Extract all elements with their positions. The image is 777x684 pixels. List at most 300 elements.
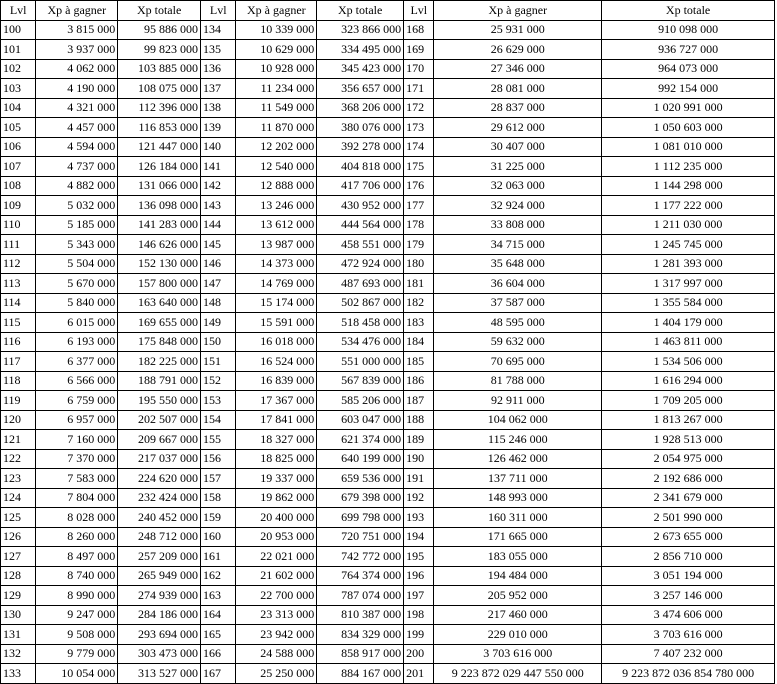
- cell-lvl: 187: [404, 391, 434, 411]
- cell-xp-to-gain: 11 234 000: [236, 79, 317, 99]
- cell-xp-total: 430 952 000: [317, 196, 404, 216]
- cell-xp-to-gain: 10 339 000: [236, 20, 317, 40]
- cell-lvl: 199: [404, 625, 434, 645]
- cell-xp-total: 169 655 000: [118, 313, 201, 333]
- cell-xp-to-gain: 29 612 000: [434, 118, 602, 138]
- cell-lvl: 146: [201, 254, 236, 274]
- cell-lvl: 114: [1, 293, 36, 313]
- cell-xp-to-gain: 5 032 000: [36, 196, 118, 216]
- cell-lvl: 195: [404, 547, 434, 567]
- header-lvl: Lvl: [404, 1, 434, 21]
- cell-xp-to-gain: 33 808 000: [434, 215, 602, 235]
- cell-xp-total: 2 673 655 000: [602, 527, 775, 547]
- cell-lvl: 104: [1, 98, 36, 118]
- cell-xp-total: 551 000 000: [317, 352, 404, 372]
- cell-xp-to-gain: 11 549 000: [236, 98, 317, 118]
- cell-lvl: 190: [404, 449, 434, 469]
- cell-lvl: 134: [201, 20, 236, 40]
- cell-xp-to-gain: 137 711 000: [434, 469, 602, 489]
- cell-xp-to-gain: 20 400 000: [236, 508, 317, 528]
- cell-xp-to-gain: 34 715 000: [434, 235, 602, 255]
- cell-xp-total: 2 856 710 000: [602, 547, 775, 567]
- cell-xp-to-gain: 5 670 000: [36, 274, 118, 294]
- cell-xp-to-gain: 11 870 000: [236, 118, 317, 138]
- cell-lvl: 130: [1, 605, 36, 625]
- cell-xp-to-gain: 12 540 000: [236, 157, 317, 177]
- table-body: [1, 20, 775, 683]
- cell-xp-total: 585 206 000: [317, 391, 404, 411]
- cell-xp-to-gain: 6 759 000: [36, 391, 118, 411]
- header-xp-to-gain: Xp à gagner: [36, 1, 118, 21]
- cell-lvl: 103: [1, 79, 36, 99]
- cell-xp-to-gain: 20 953 000: [236, 527, 317, 547]
- cell-xp-total: 274 939 000: [118, 586, 201, 606]
- cell-lvl: 167: [201, 664, 236, 684]
- cell-xp-to-gain: 17 367 000: [236, 391, 317, 411]
- cell-lvl: 127: [1, 547, 36, 567]
- cell-xp-total: 621 374 000: [317, 430, 404, 450]
- cell-lvl: 118: [1, 371, 36, 391]
- table-row: [1, 79, 775, 99]
- cell-xp-total: 392 278 000: [317, 137, 404, 157]
- cell-xp-to-gain: 48 595 000: [434, 313, 602, 333]
- cell-xp-to-gain: 6 566 000: [36, 371, 118, 391]
- cell-xp-total: 910 098 000: [602, 20, 775, 40]
- cell-xp-to-gain: 14 373 000: [236, 254, 317, 274]
- table-row: [1, 20, 775, 40]
- cell-xp-to-gain: 22 700 000: [236, 586, 317, 606]
- cell-xp-to-gain: 3 815 000: [36, 20, 118, 40]
- cell-xp-total: 567 839 000: [317, 371, 404, 391]
- cell-lvl: 136: [201, 59, 236, 79]
- cell-xp-total: 116 853 000: [118, 118, 201, 138]
- cell-lvl: 119: [1, 391, 36, 411]
- cell-xp-total: 404 818 000: [317, 157, 404, 177]
- cell-lvl: 176: [404, 176, 434, 196]
- cell-xp-total: 1 709 205 000: [602, 391, 775, 411]
- cell-xp-total: 240 452 000: [118, 508, 201, 528]
- cell-xp-total: 7 407 232 000: [602, 644, 775, 664]
- header-row: [1, 1, 775, 21]
- cell-xp-to-gain: 10 629 000: [236, 40, 317, 60]
- cell-xp-total: 126 184 000: [118, 157, 201, 177]
- cell-lvl: 108: [1, 176, 36, 196]
- cell-xp-total: 1 144 298 000: [602, 176, 775, 196]
- table-row: [1, 352, 775, 372]
- cell-lvl: 184: [404, 332, 434, 352]
- table-row: [1, 664, 775, 684]
- cell-lvl: 148: [201, 293, 236, 313]
- cell-xp-total: 787 074 000: [317, 586, 404, 606]
- cell-xp-total: 182 225 000: [118, 352, 201, 372]
- cell-lvl: 138: [201, 98, 236, 118]
- cell-xp-total: 303 473 000: [118, 644, 201, 664]
- cell-xp-total: 313 527 000: [118, 664, 201, 684]
- cell-xp-to-gain: 92 911 000: [434, 391, 602, 411]
- cell-xp-to-gain: 8 740 000: [36, 566, 118, 586]
- cell-xp-to-gain: 5 185 000: [36, 215, 118, 235]
- cell-xp-to-gain: 26 629 000: [434, 40, 602, 60]
- table-row: [1, 332, 775, 352]
- header-lvl: Lvl: [201, 1, 236, 21]
- cell-lvl: 152: [201, 371, 236, 391]
- cell-xp-total: 248 712 000: [118, 527, 201, 547]
- cell-xp-total: 1 112 235 000: [602, 157, 775, 177]
- cell-lvl: 155: [201, 430, 236, 450]
- cell-lvl: 137: [201, 79, 236, 99]
- cell-xp-total: 1 355 584 000: [602, 293, 775, 313]
- cell-xp-to-gain: 28 081 000: [434, 79, 602, 99]
- cell-lvl: 158: [201, 488, 236, 508]
- cell-xp-total: 1 534 506 000: [602, 352, 775, 372]
- cell-xp-total: 232 424 000: [118, 488, 201, 508]
- cell-xp-to-gain: 5 504 000: [36, 254, 118, 274]
- cell-xp-total: 534 476 000: [317, 332, 404, 352]
- table-row: [1, 430, 775, 450]
- cell-xp-to-gain: 16 524 000: [236, 352, 317, 372]
- cell-lvl: 153: [201, 391, 236, 411]
- cell-xp-total: 742 772 000: [317, 547, 404, 567]
- cell-xp-total: 131 066 000: [118, 176, 201, 196]
- cell-lvl: 123: [1, 469, 36, 489]
- cell-xp-total: 257 209 000: [118, 547, 201, 567]
- cell-xp-total: 659 536 000: [317, 469, 404, 489]
- cell-xp-total: 603 047 000: [317, 410, 404, 430]
- header-xp-total: Xp totale: [118, 1, 201, 21]
- cell-lvl: 112: [1, 254, 36, 274]
- cell-xp-total: 2 501 990 000: [602, 508, 775, 528]
- cell-lvl: 131: [1, 625, 36, 645]
- cell-xp-total: 163 640 000: [118, 293, 201, 313]
- cell-xp-to-gain: 4 062 000: [36, 59, 118, 79]
- cell-xp-total: 1 616 294 000: [602, 371, 775, 391]
- cell-xp-total: 1 404 179 000: [602, 313, 775, 333]
- cell-xp-to-gain: 13 612 000: [236, 215, 317, 235]
- cell-xp-to-gain: 126 462 000: [434, 449, 602, 469]
- cell-lvl: 160: [201, 527, 236, 547]
- cell-lvl: 101: [1, 40, 36, 60]
- cell-xp-to-gain: 9 223 872 029 447 550 000: [434, 664, 602, 684]
- cell-xp-total: 3 474 606 000: [602, 605, 775, 625]
- cell-xp-to-gain: 4 457 000: [36, 118, 118, 138]
- cell-lvl: 102: [1, 59, 36, 79]
- cell-xp-total: 157 800 000: [118, 274, 201, 294]
- cell-xp-to-gain: 36 604 000: [434, 274, 602, 294]
- table-row: [1, 40, 775, 60]
- cell-xp-total: 1 050 603 000: [602, 118, 775, 138]
- cell-xp-to-gain: 3 703 616 000: [434, 644, 602, 664]
- cell-xp-to-gain: 23 942 000: [236, 625, 317, 645]
- table-row: [1, 644, 775, 664]
- cell-xp-to-gain: 14 769 000: [236, 274, 317, 294]
- cell-xp-to-gain: 19 337 000: [236, 469, 317, 489]
- table-row: [1, 410, 775, 430]
- cell-lvl: 126: [1, 527, 36, 547]
- cell-xp-to-gain: 183 055 000: [434, 547, 602, 567]
- cell-lvl: 189: [404, 430, 434, 450]
- cell-xp-to-gain: 171 665 000: [434, 527, 602, 547]
- cell-xp-total: 417 706 000: [317, 176, 404, 196]
- cell-xp-total: 284 186 000: [118, 605, 201, 625]
- cell-lvl: 193: [404, 508, 434, 528]
- cell-lvl: 168: [404, 20, 434, 40]
- cell-lvl: 180: [404, 254, 434, 274]
- cell-xp-total: 136 098 000: [118, 196, 201, 216]
- cell-xp-to-gain: 17 841 000: [236, 410, 317, 430]
- table-row: [1, 274, 775, 294]
- cell-xp-total: 1 177 222 000: [602, 196, 775, 216]
- cell-xp-to-gain: 8 260 000: [36, 527, 118, 547]
- cell-xp-total: 334 495 000: [317, 40, 404, 60]
- cell-xp-to-gain: 5 343 000: [36, 235, 118, 255]
- cell-xp-to-gain: 7 370 000: [36, 449, 118, 469]
- cell-lvl: 163: [201, 586, 236, 606]
- header-lvl: Lvl: [1, 1, 36, 21]
- cell-lvl: 142: [201, 176, 236, 196]
- cell-xp-to-gain: 70 695 000: [434, 352, 602, 372]
- cell-xp-to-gain: 8 990 000: [36, 586, 118, 606]
- cell-xp-total: 964 073 000: [602, 59, 775, 79]
- cell-xp-to-gain: 229 010 000: [434, 625, 602, 645]
- cell-xp-to-gain: 13 987 000: [236, 235, 317, 255]
- cell-xp-total: 356 657 000: [317, 79, 404, 99]
- cell-lvl: 170: [404, 59, 434, 79]
- cell-xp-total: 764 374 000: [317, 566, 404, 586]
- header-xp-total: Xp totale: [602, 1, 775, 21]
- cell-lvl: 196: [404, 566, 434, 586]
- cell-lvl: 201: [404, 664, 434, 684]
- cell-xp-total: 679 398 000: [317, 488, 404, 508]
- table-row: [1, 371, 775, 391]
- cell-lvl: 161: [201, 547, 236, 567]
- cell-lvl: 122: [1, 449, 36, 469]
- cell-lvl: 113: [1, 274, 36, 294]
- cell-lvl: 186: [404, 371, 434, 391]
- cell-xp-to-gain: 6 957 000: [36, 410, 118, 430]
- cell-xp-total: 458 551 000: [317, 235, 404, 255]
- cell-xp-to-gain: 24 588 000: [236, 644, 317, 664]
- cell-lvl: 197: [404, 586, 434, 606]
- table-row: [1, 235, 775, 255]
- cell-lvl: 105: [1, 118, 36, 138]
- cell-xp-to-gain: 148 993 000: [434, 488, 602, 508]
- cell-xp-total: 1 211 030 000: [602, 215, 775, 235]
- cell-xp-total: 1 020 991 000: [602, 98, 775, 118]
- cell-lvl: 177: [404, 196, 434, 216]
- cell-xp-total: 368 206 000: [317, 98, 404, 118]
- cell-xp-total: 502 867 000: [317, 293, 404, 313]
- cell-xp-to-gain: 30 407 000: [434, 137, 602, 157]
- cell-xp-to-gain: 81 788 000: [434, 371, 602, 391]
- table-row: [1, 625, 775, 645]
- table-row: [1, 313, 775, 333]
- cell-xp-total: 884 167 000: [317, 664, 404, 684]
- table-row: [1, 508, 775, 528]
- cell-xp-total: 1 813 267 000: [602, 410, 775, 430]
- cell-xp-to-gain: 13 246 000: [236, 196, 317, 216]
- cell-lvl: 141: [201, 157, 236, 177]
- cell-xp-to-gain: 9 247 000: [36, 605, 118, 625]
- cell-xp-total: 265 949 000: [118, 566, 201, 586]
- table-row: [1, 137, 775, 157]
- cell-lvl: 117: [1, 352, 36, 372]
- cell-lvl: 143: [201, 196, 236, 216]
- cell-lvl: 174: [404, 137, 434, 157]
- cell-xp-total: 1 281 393 000: [602, 254, 775, 274]
- cell-xp-total: 141 283 000: [118, 215, 201, 235]
- cell-xp-to-gain: 104 062 000: [434, 410, 602, 430]
- cell-xp-to-gain: 19 862 000: [236, 488, 317, 508]
- cell-lvl: 157: [201, 469, 236, 489]
- table-row: [1, 293, 775, 313]
- cell-lvl: 109: [1, 196, 36, 216]
- cell-lvl: 185: [404, 352, 434, 372]
- cell-xp-total: 95 886 000: [118, 20, 201, 40]
- cell-xp-total: 209 667 000: [118, 430, 201, 450]
- cell-lvl: 188: [404, 410, 434, 430]
- table-row: [1, 215, 775, 235]
- cell-xp-total: 217 037 000: [118, 449, 201, 469]
- cell-xp-total: 112 396 000: [118, 98, 201, 118]
- cell-xp-to-gain: 8 497 000: [36, 547, 118, 567]
- cell-lvl: 106: [1, 137, 36, 157]
- cell-xp-to-gain: 7 583 000: [36, 469, 118, 489]
- cell-xp-total: 936 727 000: [602, 40, 775, 60]
- cell-lvl: 133: [1, 664, 36, 684]
- cell-xp-to-gain: 15 591 000: [236, 313, 317, 333]
- cell-xp-total: 3 257 146 000: [602, 586, 775, 606]
- cell-xp-to-gain: 25 931 000: [434, 20, 602, 40]
- cell-lvl: 120: [1, 410, 36, 430]
- cell-xp-to-gain: 35 648 000: [434, 254, 602, 274]
- cell-xp-total: 3 703 616 000: [602, 625, 775, 645]
- cell-xp-to-gain: 22 021 000: [236, 547, 317, 567]
- cell-xp-total: 108 075 000: [118, 79, 201, 99]
- cell-xp-to-gain: 27 346 000: [434, 59, 602, 79]
- cell-lvl: 166: [201, 644, 236, 664]
- cell-xp-total: 293 694 000: [118, 625, 201, 645]
- cell-lvl: 132: [1, 644, 36, 664]
- table-row: [1, 157, 775, 177]
- table-row: [1, 547, 775, 567]
- cell-lvl: 175: [404, 157, 434, 177]
- cell-lvl: 111: [1, 235, 36, 255]
- cell-xp-to-gain: 6 377 000: [36, 352, 118, 372]
- cell-lvl: 169: [404, 40, 434, 60]
- cell-xp-total: 146 626 000: [118, 235, 201, 255]
- cell-xp-to-gain: 115 246 000: [434, 430, 602, 450]
- table-row: [1, 488, 775, 508]
- cell-lvl: 172: [404, 98, 434, 118]
- table-row: [1, 527, 775, 547]
- cell-xp-to-gain: 9 508 000: [36, 625, 118, 645]
- cell-xp-to-gain: 59 632 000: [434, 332, 602, 352]
- cell-xp-total: 121 447 000: [118, 137, 201, 157]
- cell-xp-to-gain: 7 160 000: [36, 430, 118, 450]
- cell-xp-to-gain: 4 190 000: [36, 79, 118, 99]
- cell-lvl: 125: [1, 508, 36, 528]
- cell-lvl: 110: [1, 215, 36, 235]
- cell-lvl: 124: [1, 488, 36, 508]
- cell-lvl: 198: [404, 605, 434, 625]
- cell-xp-to-gain: 31 225 000: [434, 157, 602, 177]
- cell-xp-total: 3 051 194 000: [602, 566, 775, 586]
- cell-xp-to-gain: 32 063 000: [434, 176, 602, 196]
- cell-lvl: 144: [201, 215, 236, 235]
- cell-xp-total: 323 866 000: [317, 20, 404, 40]
- cell-xp-total: 1 463 811 000: [602, 332, 775, 352]
- cell-xp-to-gain: 194 484 000: [434, 566, 602, 586]
- cell-lvl: 181: [404, 274, 434, 294]
- cell-lvl: 179: [404, 235, 434, 255]
- cell-lvl: 154: [201, 410, 236, 430]
- cell-lvl: 100: [1, 20, 36, 40]
- table-row: [1, 566, 775, 586]
- cell-xp-to-gain: 12 888 000: [236, 176, 317, 196]
- table-row: [1, 176, 775, 196]
- cell-xp-to-gain: 12 202 000: [236, 137, 317, 157]
- cell-lvl: 150: [201, 332, 236, 352]
- cell-xp-total: 1 081 010 000: [602, 137, 775, 157]
- cell-xp-to-gain: 8 028 000: [36, 508, 118, 528]
- cell-lvl: 116: [1, 332, 36, 352]
- cell-lvl: 129: [1, 586, 36, 606]
- cell-xp-total: 472 924 000: [317, 254, 404, 274]
- cell-xp-total: 518 458 000: [317, 313, 404, 333]
- cell-xp-total: 9 223 872 036 854 780 000: [602, 664, 775, 684]
- cell-xp-to-gain: 10 054 000: [36, 664, 118, 684]
- cell-xp-to-gain: 21 602 000: [236, 566, 317, 586]
- cell-lvl: 115: [1, 313, 36, 333]
- cell-xp-to-gain: 18 825 000: [236, 449, 317, 469]
- cell-xp-to-gain: 217 460 000: [434, 605, 602, 625]
- table-row: [1, 196, 775, 216]
- cell-xp-to-gain: 3 937 000: [36, 40, 118, 60]
- cell-xp-total: 188 791 000: [118, 371, 201, 391]
- cell-xp-to-gain: 4 737 000: [36, 157, 118, 177]
- cell-xp-to-gain: 15 174 000: [236, 293, 317, 313]
- cell-lvl: 165: [201, 625, 236, 645]
- cell-xp-to-gain: 160 311 000: [434, 508, 602, 528]
- cell-lvl: 173: [404, 118, 434, 138]
- cell-xp-to-gain: 6 193 000: [36, 332, 118, 352]
- cell-lvl: 182: [404, 293, 434, 313]
- table-row: [1, 118, 775, 138]
- table-row: [1, 391, 775, 411]
- cell-lvl: 183: [404, 313, 434, 333]
- cell-lvl: 164: [201, 605, 236, 625]
- cell-xp-total: 1 317 997 000: [602, 274, 775, 294]
- cell-xp-total: 2 341 679 000: [602, 488, 775, 508]
- cell-xp-to-gain: 4 321 000: [36, 98, 118, 118]
- table-row: [1, 59, 775, 79]
- cell-xp-total: 345 423 000: [317, 59, 404, 79]
- cell-xp-total: 858 917 000: [317, 644, 404, 664]
- cell-xp-total: 834 329 000: [317, 625, 404, 645]
- cell-lvl: 121: [1, 430, 36, 450]
- cell-xp-total: 444 564 000: [317, 215, 404, 235]
- cell-xp-to-gain: 4 882 000: [36, 176, 118, 196]
- cell-xp-to-gain: 5 840 000: [36, 293, 118, 313]
- cell-xp-to-gain: 23 313 000: [236, 605, 317, 625]
- table-row: [1, 586, 775, 606]
- cell-lvl: 149: [201, 313, 236, 333]
- header-xp-to-gain: Xp à gagner: [434, 1, 602, 21]
- cell-xp-to-gain: 18 327 000: [236, 430, 317, 450]
- cell-xp-to-gain: 32 924 000: [434, 196, 602, 216]
- cell-xp-to-gain: 25 250 000: [236, 664, 317, 684]
- cell-lvl: 107: [1, 157, 36, 177]
